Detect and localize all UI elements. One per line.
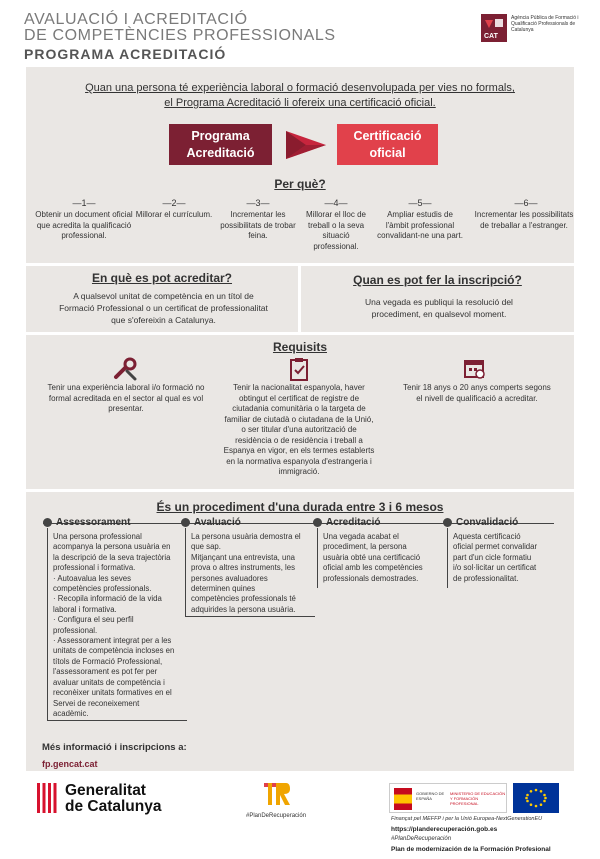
step-text: Aquesta certificació oficial permet convalidar part d'un cicle formatiu i/o sol·licitar un certificat de professionalitat. xyxy=(453,532,538,583)
header-line-1: AVALUACIÓ I ACREDITACIÓ xyxy=(24,11,248,28)
step-title: Assessorament xyxy=(56,517,131,528)
calendar-person-icon xyxy=(463,357,487,381)
header-line-2: DE COMPETÈNCIES PROFESSIONALS xyxy=(24,27,336,44)
step-title: Acreditació xyxy=(326,517,381,528)
divider xyxy=(26,489,574,492)
step-text: La persona usuària demostra el que sap. Mitjançant una entrevista, una prova o altres instruments, les persones avaluadores determinen quines competències professionals té adquirides la persona usuària. xyxy=(191,532,301,614)
step-title: Avaluació xyxy=(194,517,241,528)
benefit-text: Millorar el currículum. xyxy=(135,210,213,219)
intro-line-1: Quan una persona té experiència laboral o formació desenvolupada per vies no formals, xyxy=(85,82,515,94)
timeline-dot xyxy=(181,518,190,527)
en-que-title: En què es pot acreditar? xyxy=(91,271,233,285)
step-title: Convalidació xyxy=(456,517,519,528)
benefit-num: —4— xyxy=(324,198,348,208)
procediment-title: És un procediment d'una durada entre 3 i 6 mesos xyxy=(156,500,444,514)
step-underline xyxy=(185,616,315,617)
svg-text:CAT: CAT xyxy=(484,33,498,40)
generalitat-logo xyxy=(37,783,177,815)
benefit-text: Millorar el lloc de treball o la seva situació professional. xyxy=(305,210,367,251)
aqu-cat-logo-icon xyxy=(481,14,507,42)
en-que-text: A qualsevol unitat de competència en un títol de Formació Professional o un certificat de professionalitat que s'ofereixin a Catalunya. xyxy=(59,291,268,325)
plan-hashtag-2: #PlanDeRecuperación xyxy=(391,836,452,842)
plan-recuperacion-logo-icon xyxy=(262,781,292,809)
step-text: Una persona professional acompanya la persona usuària en la descripció de la seva trajectòria professional i formativa. · Autoavalua les seves competències professionals. · Recopila informació de la vida laboral i formativa. · Configura el seu perfil professional. · Assessorament integrat per a les unitats de competència incloses en títols de Formació Professional, l'assessorament es pot fer per avaluar unitats de competència i reconèixer unitats formatives en el Servei de reconeixement acadèmic. xyxy=(53,532,175,718)
financed-note: Finançat pel MEFFP i per la Unió Europea-NextGenerationEU xyxy=(391,816,543,822)
benefit-text: Incrementar les possibilitats de treballar a l'estranger. xyxy=(474,210,574,230)
benefit-text: Incrementar les possibilitats de trobar feina. xyxy=(220,210,296,240)
benefit-num: —3— xyxy=(246,198,270,208)
per-que-title: Per què? xyxy=(274,177,326,191)
agency-name: Agència Pública de Formació i Qualificació Professionals de Catalunya xyxy=(511,15,579,33)
programa-acreditacio-box: Programa Acreditació xyxy=(169,124,272,165)
benefit-num: —5— xyxy=(408,198,432,208)
benefit-text: Obtenir un document oficial que acredita la qualificació professional. xyxy=(35,210,133,240)
intro-text xyxy=(26,81,574,111)
tools-icon xyxy=(113,357,139,381)
main-panel xyxy=(26,67,574,771)
clipboard-check-icon xyxy=(289,357,309,381)
more-info-label: Més informació i inscripcions a: xyxy=(42,742,187,753)
requisit-text: Tenir la nacionalitat espanyola, haver obtingut el certificat de registre de ciutadania comunitària o la targeta de familiar de ciutadà o ciutadana de la Unió, o ser titular d'una autorització de residència o de residència i treball a Espanya en vigor, en els termes establerts en la normativa espanyola d'estrangeria i immigració. xyxy=(223,383,375,476)
spain-flag-icon xyxy=(394,788,412,810)
certificacio-oficial-box: Certificació oficial xyxy=(337,124,438,165)
step-line xyxy=(47,528,48,720)
divider xyxy=(26,332,574,335)
step-text: Una vegada acabat el procediment, la persona usuària obté una certificació oficial amb les competències professionals demostrades. xyxy=(323,532,423,583)
spain-ministry-logo: GOBIERNO DE ESPAÑA MINISTERIO DE EDUCACIÓN Y FORMACIÓN PROFESIONAL xyxy=(389,783,507,813)
step-underline xyxy=(47,720,187,721)
page-header xyxy=(24,12,336,63)
requisit-text: Tenir una experiència laboral i/o formació no formal acreditada en el sector al qual es vol presentar. xyxy=(47,383,205,413)
more-info-link[interactable]: fp.gencat.cat xyxy=(42,759,98,769)
agency-logo xyxy=(481,14,591,46)
senyera-icon xyxy=(37,783,59,813)
generalitat-text: Generalitat de Catalunya xyxy=(65,782,162,815)
benefit-num: —2— xyxy=(162,198,186,208)
page-title: PROGRAMA ACREDITACIÓ xyxy=(24,46,227,62)
arrow-gem-icon xyxy=(284,127,328,163)
benefit-num: —1— xyxy=(72,198,96,208)
plan-hashtag: #PlanDeRecuperación xyxy=(246,813,307,819)
step-line xyxy=(185,528,186,616)
timeline-dot xyxy=(313,518,322,527)
eu-flag-icon xyxy=(513,783,559,813)
quan-title: Quan es pot fer la inscripció? xyxy=(353,273,522,287)
requisit-text: Tenir 18 anys o 20 anys comperts segons el nivell de qualificació a acreditar. xyxy=(403,383,551,403)
benefit-text: Ampliar estudis de l'àmbit professional convalidant-ne una part. xyxy=(377,210,463,240)
quan-text: Una vegada es publiqui la resolució del procediment, en qualsevol moment. xyxy=(365,297,513,319)
benefit-num: —6— xyxy=(514,198,538,208)
intro-line-2: el Programa Acreditació li ofereix una certificació oficial. xyxy=(164,97,436,109)
timeline-dot xyxy=(443,518,452,527)
step-line xyxy=(317,528,318,588)
timeline-dot xyxy=(43,518,52,527)
requisits-title: Requisits xyxy=(272,340,327,354)
plan-url-link[interactable]: https://planderecuperación.gob.es xyxy=(391,826,498,833)
step-line xyxy=(447,528,448,588)
plan-modernizacion-text: Plan de modernización de la Formación Profesional xyxy=(391,846,551,853)
government-eu-logos xyxy=(389,783,561,813)
